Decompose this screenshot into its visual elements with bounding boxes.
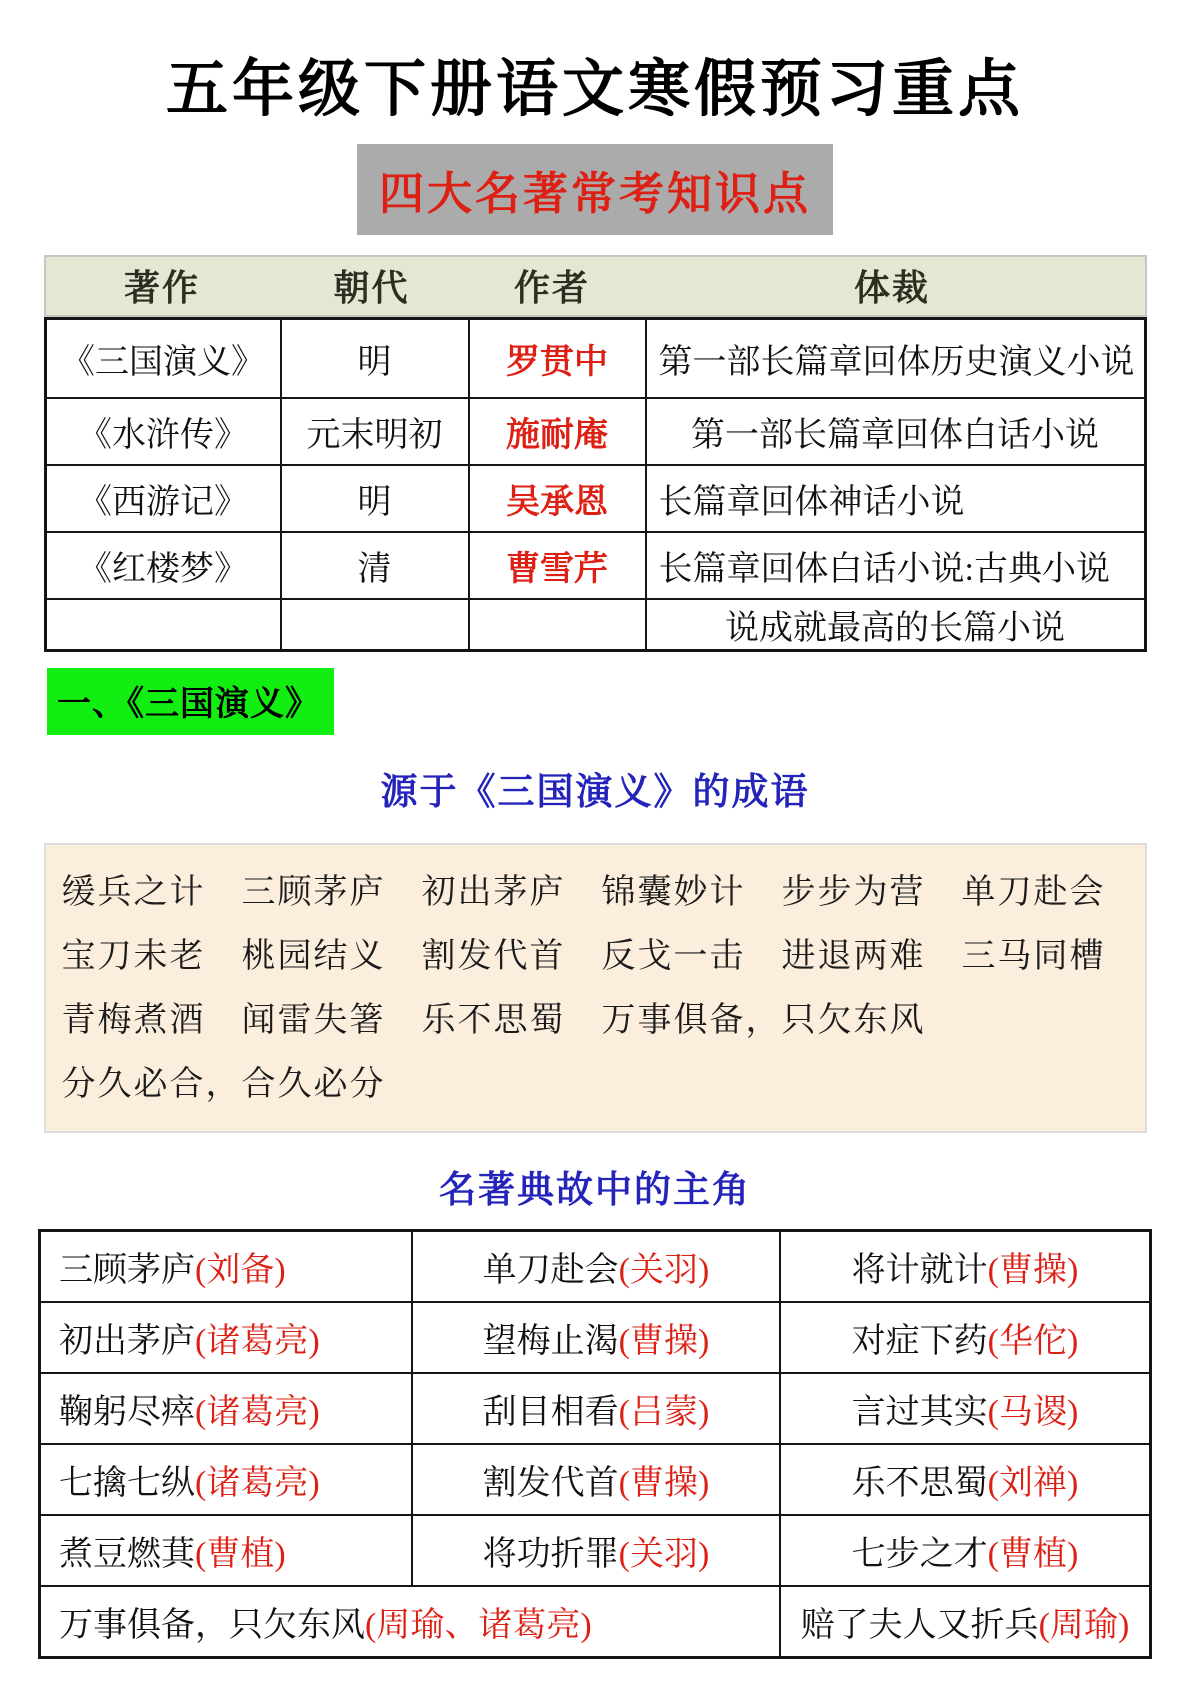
idiom-person-cell — [40, 1444, 413, 1515]
table-row — [40, 1373, 1151, 1444]
idiom-person-cell — [780, 1302, 1151, 1373]
table-row — [40, 1586, 1151, 1658]
idiom-text: 割发代首 — [482, 1465, 619, 1502]
person-text: (曹植) — [987, 1536, 1079, 1573]
author-cell: 施耐庵 — [469, 398, 646, 465]
genre-cell: 第一部长篇章回体历史演义小说 — [646, 318, 1146, 398]
novel-title-cell: 《水浒传》 — [45, 398, 281, 465]
person-text: (曹操) — [618, 1465, 710, 1502]
idiom-person-cell — [412, 1515, 780, 1586]
person-text: (华佗) — [987, 1323, 1079, 1360]
idiom-person-cell — [780, 1373, 1151, 1444]
genre-cell: 说成就最高的长篇小说 — [646, 599, 1146, 651]
person-text: (周瑜) — [1038, 1607, 1130, 1644]
idiom-person-cell — [412, 1373, 780, 1444]
author-cell: 曹雪芹 — [469, 532, 646, 599]
dynasty-cell: 清 — [281, 532, 469, 599]
table-row — [45, 465, 1145, 532]
person-text: (关羽) — [618, 1252, 710, 1289]
idiom-line: 缓兵之计 三顾茅庐 初出茅庐 锦囊妙计 步步为营 单刀赴会 — [61, 874, 1106, 911]
person-text: (吕蒙) — [618, 1394, 710, 1431]
author-cell: 吴承恩 — [469, 465, 646, 532]
idiom-text: 鞠躬尽瘁 — [59, 1394, 195, 1431]
table-row — [40, 1444, 1151, 1515]
table-row — [40, 1515, 1151, 1586]
genre-cell: 长篇章回体白话小说:古典小说 — [646, 532, 1146, 599]
person-text: (诸葛亮) — [195, 1394, 320, 1431]
column-header-work: 著作 — [123, 268, 200, 308]
table-row — [45, 532, 1145, 599]
protagonists-table — [38, 1229, 1152, 1659]
idiom-person-cell — [40, 1231, 413, 1303]
idiom-text: 煮豆燃萁 — [59, 1536, 195, 1573]
idioms-title: 源于《三国演义》的成语 — [380, 772, 810, 813]
table-row — [40, 1302, 1151, 1373]
column-header-author: 作者 — [513, 268, 590, 308]
person-text: (马谡) — [987, 1394, 1079, 1431]
idiom-text: 对症下药 — [851, 1323, 988, 1360]
novel-title-cell: 《红楼梦》 — [45, 532, 281, 599]
author-cell — [469, 599, 646, 651]
idiom-person-cell — [780, 1515, 1151, 1586]
table-row — [45, 398, 1145, 465]
person-text: (曹操) — [987, 1252, 1079, 1289]
column-header-genre: 体裁 — [853, 268, 930, 308]
person-text: (曹植) — [195, 1536, 286, 1573]
subtitle-row — [0, 144, 1190, 235]
idiom-text: 七步之才 — [851, 1536, 988, 1573]
person-text: (诸葛亮) — [195, 1465, 320, 1502]
page-subtitle: 四大名著常考知识点 — [357, 144, 833, 235]
novels-table-header — [44, 255, 1147, 317]
idiom-text: 将功折罪 — [482, 1536, 619, 1573]
idiom-person-cell — [412, 1231, 780, 1303]
person-text: (诸葛亮) — [195, 1323, 320, 1360]
column-header-dynasty: 朝代 — [333, 268, 410, 308]
idiom-person-cell — [40, 1515, 413, 1586]
page-title: 五年级下册语文寒假预习重点 — [165, 56, 1024, 124]
novel-title-cell: 《三国演义》 — [45, 318, 281, 398]
protagonists-title: 名著典故中的主角 — [439, 1170, 751, 1211]
idiom-text: 望梅止渴 — [482, 1323, 619, 1360]
idiom-text: 言过其实 — [851, 1394, 988, 1431]
idiom-text: 乐不思蜀 — [851, 1465, 988, 1502]
idiom-line: 宝刀未老 桃园结义 割发代首 反戈一击 进退两难 三马同槽 — [61, 938, 1106, 975]
dynasty-cell: 明 — [281, 465, 469, 532]
idiom-person-cell — [412, 1302, 780, 1373]
idiom-text: 将计就计 — [851, 1252, 988, 1289]
idiom-text: 初出茅庐 — [59, 1323, 195, 1360]
person-text: (周瑜、诸葛亮) — [365, 1607, 592, 1644]
idiom-line: 分久必合，合久必分 — [61, 1066, 386, 1103]
idiom-person-cell — [780, 1586, 1151, 1658]
idiom-text: 三顾茅庐 — [59, 1252, 195, 1289]
person-text: (曹操) — [618, 1323, 710, 1360]
idiom-text: 万事俱备，只欠东风 — [59, 1607, 365, 1644]
idiom-person-cell — [780, 1444, 1151, 1515]
idioms-box — [44, 843, 1147, 1133]
genre-cell: 第一部长篇章回体白话小说 — [646, 398, 1146, 465]
idiom-text: 赔了夫人又折兵 — [800, 1607, 1039, 1644]
table-row — [45, 318, 1145, 398]
idiom-person-cell — [40, 1373, 413, 1444]
section-heading: 一、《三国演义》 — [47, 668, 334, 735]
idiom-person-cell — [412, 1444, 780, 1515]
person-text: (刘禅) — [987, 1465, 1079, 1502]
section-heading-row — [47, 668, 1190, 735]
idiom-line: 青梅煮酒 闻雷失箸 乐不思蜀 万事俱备，只欠东风 — [61, 1002, 926, 1039]
dynasty-cell — [281, 599, 469, 651]
novel-title-cell — [45, 599, 281, 651]
idiom-person-cell — [40, 1586, 781, 1658]
author-cell: 罗贯中 — [469, 318, 646, 398]
person-text: (关羽) — [618, 1536, 710, 1573]
table-row — [40, 1231, 1151, 1303]
novel-title-cell: 《西游记》 — [45, 465, 281, 532]
idiom-text: 单刀赴会 — [482, 1252, 619, 1289]
idiom-text: 七擒七纵 — [59, 1465, 195, 1502]
genre-cell: 长篇章回体神话小说 — [646, 465, 1146, 532]
person-text: (刘备) — [195, 1252, 286, 1289]
idiom-person-cell — [780, 1231, 1151, 1303]
dynasty-cell: 明 — [281, 318, 469, 398]
idiom-person-cell — [40, 1302, 413, 1373]
novels-table — [44, 317, 1147, 653]
novels-table-section — [44, 255, 1147, 653]
idiom-text: 刮目相看 — [482, 1394, 619, 1431]
dynasty-cell: 元末明初 — [281, 398, 469, 465]
table-row — [45, 599, 1145, 651]
